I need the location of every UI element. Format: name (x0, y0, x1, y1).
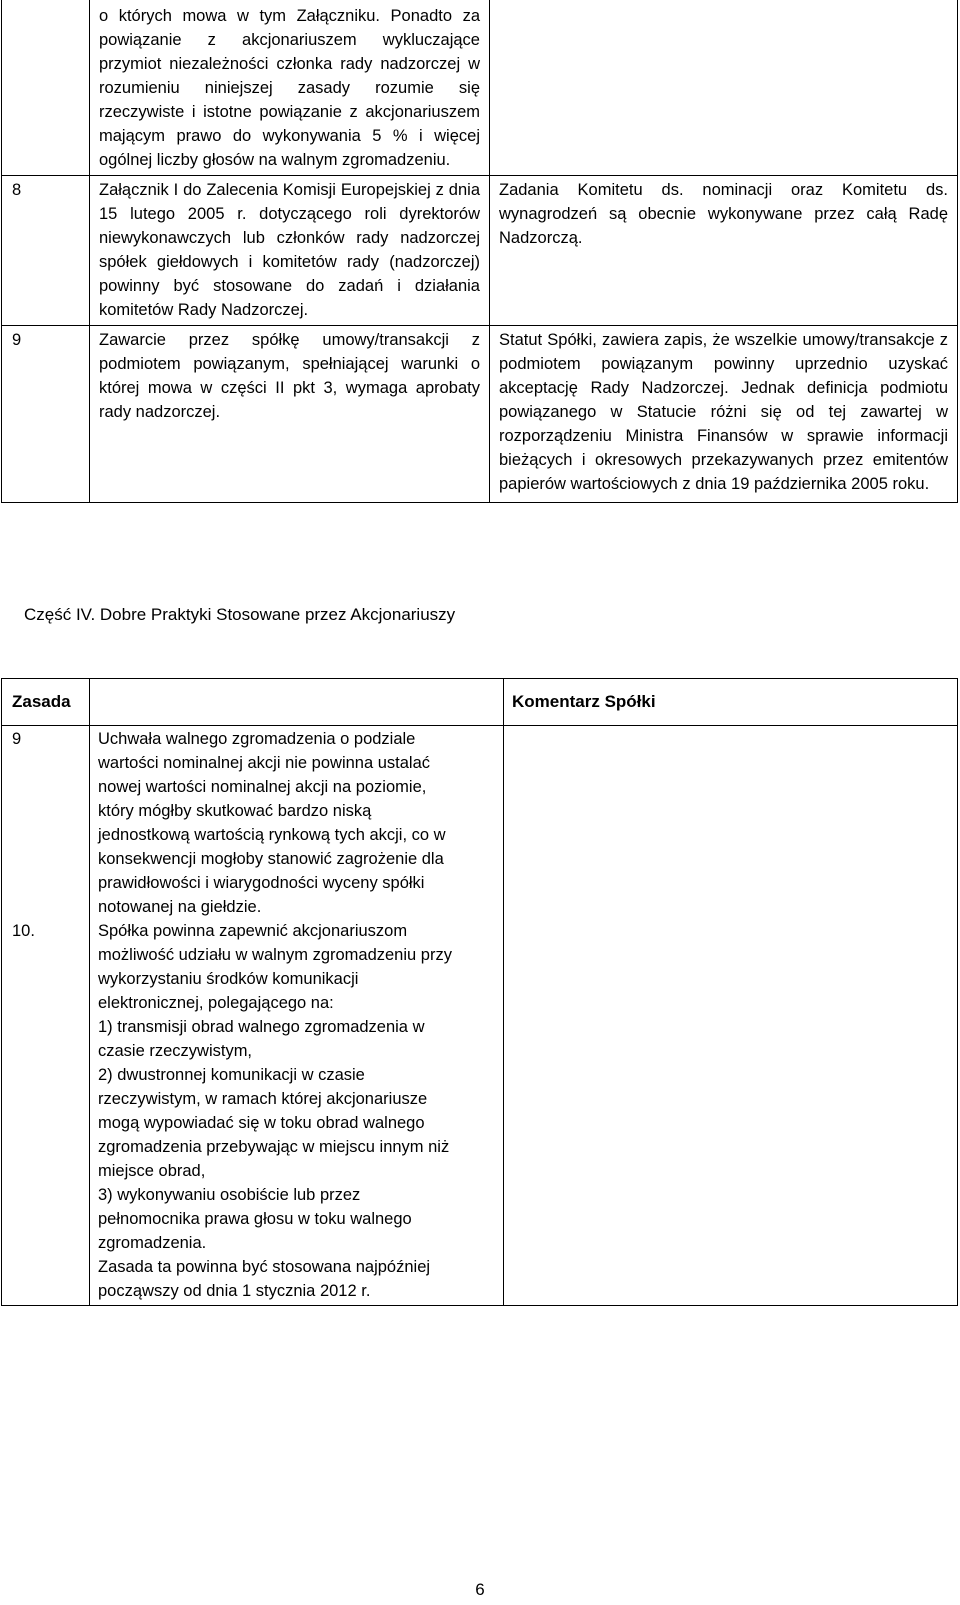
text-line: miejsce obrad, (98, 1162, 206, 1180)
text-line: począwszy od dnia 1 stycznia 2012 r. (98, 1282, 371, 1300)
company-comment: Zadania Komitetu ds. nominacji oraz Komitetu ds. wynagrodzeń są obecnie wykonywane przez całą Radę Nadzorczą. (490, 176, 958, 326)
company-comment (490, 0, 958, 176)
text-line: 1) transmisji obrad walnego zgromadzenia w (98, 1018, 425, 1036)
text-line: rzeczywistym, w ramach której akcjonariusze (98, 1090, 428, 1108)
text-line: możliwość udziału w walnym zgromadzeniu przy (98, 946, 452, 964)
shareholder-practices-table (1, 678, 958, 1306)
text-line: jednostkową wartością rynkową tych akcji, co w (98, 826, 446, 844)
text-line: zgromadzenia przebywając w miejscu innym niż (98, 1138, 450, 1156)
principle-text (90, 919, 504, 1306)
header-empty (90, 679, 504, 726)
text-line: Spółka powinna zapewnić akcjonariuszom (98, 922, 408, 940)
row-number (2, 0, 90, 176)
text-line: pełnomocnika prawa głosu w toku walnego (98, 1210, 412, 1228)
text-line: wykorzystaniu środków komunikacji (98, 970, 359, 988)
page-number: 6 (475, 1580, 485, 1599)
principles-table-part3 (1, 0, 958, 503)
text-line: który mógłby skutkować bardzo niską (98, 802, 372, 820)
text-line: prawidłowości i wiarygodności wyceny spółki (98, 874, 425, 892)
table-header-row (2, 679, 958, 726)
principle-text: o których mowa w tym Załączniku. Ponadto za powiązanie z akcjonariuszem wykluczające przymiot niezależności członka rady nadzorczej w rozumieniu niniejszej zasady rozumie się rzeczywiste i istotne powiązanie z akcjonariuszem mającym prawo do wykonywania 5 % i więcej ogólnej liczby głosów na walnym zgromadzeniu. (90, 0, 490, 176)
company-comment: Statut Spółki, zawiera zapis, że wszelkie umowy/transakcje z podmiotem powiązanym powinny uprzednio uzyskać akceptację Rady Nadzorczej. Jednak definicja podmiotu powiązanego w Statucie różni się od tej zawartej w rozporządzeniu Ministra Finansów w sprawie informacji bieżących i okresowych przekazywanych przez emitentów papierów wartościowych z dnia 19 października 2005 roku. (490, 326, 958, 503)
table-row (2, 176, 958, 326)
row-number: 10. (2, 919, 90, 1306)
header-company-comment: Komentarz Spółki (504, 679, 958, 726)
text-line: zgromadzenia. (98, 1234, 207, 1252)
text-line: 3) wykonywaniu osobiście lub przez (98, 1186, 361, 1204)
row-number: 9 (2, 726, 90, 920)
text-line: Zasada ta powinna być stosowana najpóźniej (98, 1258, 431, 1276)
header-principle: Zasada (2, 679, 90, 726)
section-title: Część IV. Dobre Praktyki Stosowane przez Akcjonariuszy (24, 605, 456, 624)
table-row (2, 0, 958, 176)
text-line: mogą wypowiadać się w toku obrad walnego (98, 1114, 425, 1132)
principle-text: Załącznik I do Zalecenia Komisji Europejskiej z dnia 15 lutego 2005 r. dotyczącego roli dyrektorów niewykonawczych lub członków rady nadzorczej spółek giełdowych i komitetów rady (nadzorczej) powinny być stosowane do zadań i działania komitetów Rady Nadzorczej. (90, 176, 490, 326)
row-number: 8 (2, 176, 90, 326)
row-number: 9 (2, 326, 90, 503)
table-row (2, 726, 958, 920)
text-line: 2) dwustronnej komunikacji w czasie (98, 1066, 365, 1084)
principle-text: Zawarcie przez spółkę umowy/transakcji z podmiotem powiązanym, spełniającej warunki o której mowa w części II pkt 3, wymaga aprobaty rady nadzorczej. (90, 326, 490, 503)
text-line: Uchwała walnego zgromadzenia o podziale (98, 730, 416, 748)
principle-text (90, 726, 504, 920)
text-line: elektronicznej, polegającego na: (98, 994, 334, 1012)
text-line: konsekwencji mogłoby stanowić zagrożenie dla (98, 850, 444, 868)
text-line: nowej wartości nominalnej akcji na poziomie, (98, 778, 427, 796)
text-line: wartości nominalnej akcji nie powinna ustalać (98, 754, 431, 772)
text-line: notowanej na giełdzie. (98, 898, 262, 916)
table-row (2, 326, 958, 503)
text-line: czasie rzeczywistym, (98, 1042, 253, 1060)
company-comment (504, 726, 958, 1306)
